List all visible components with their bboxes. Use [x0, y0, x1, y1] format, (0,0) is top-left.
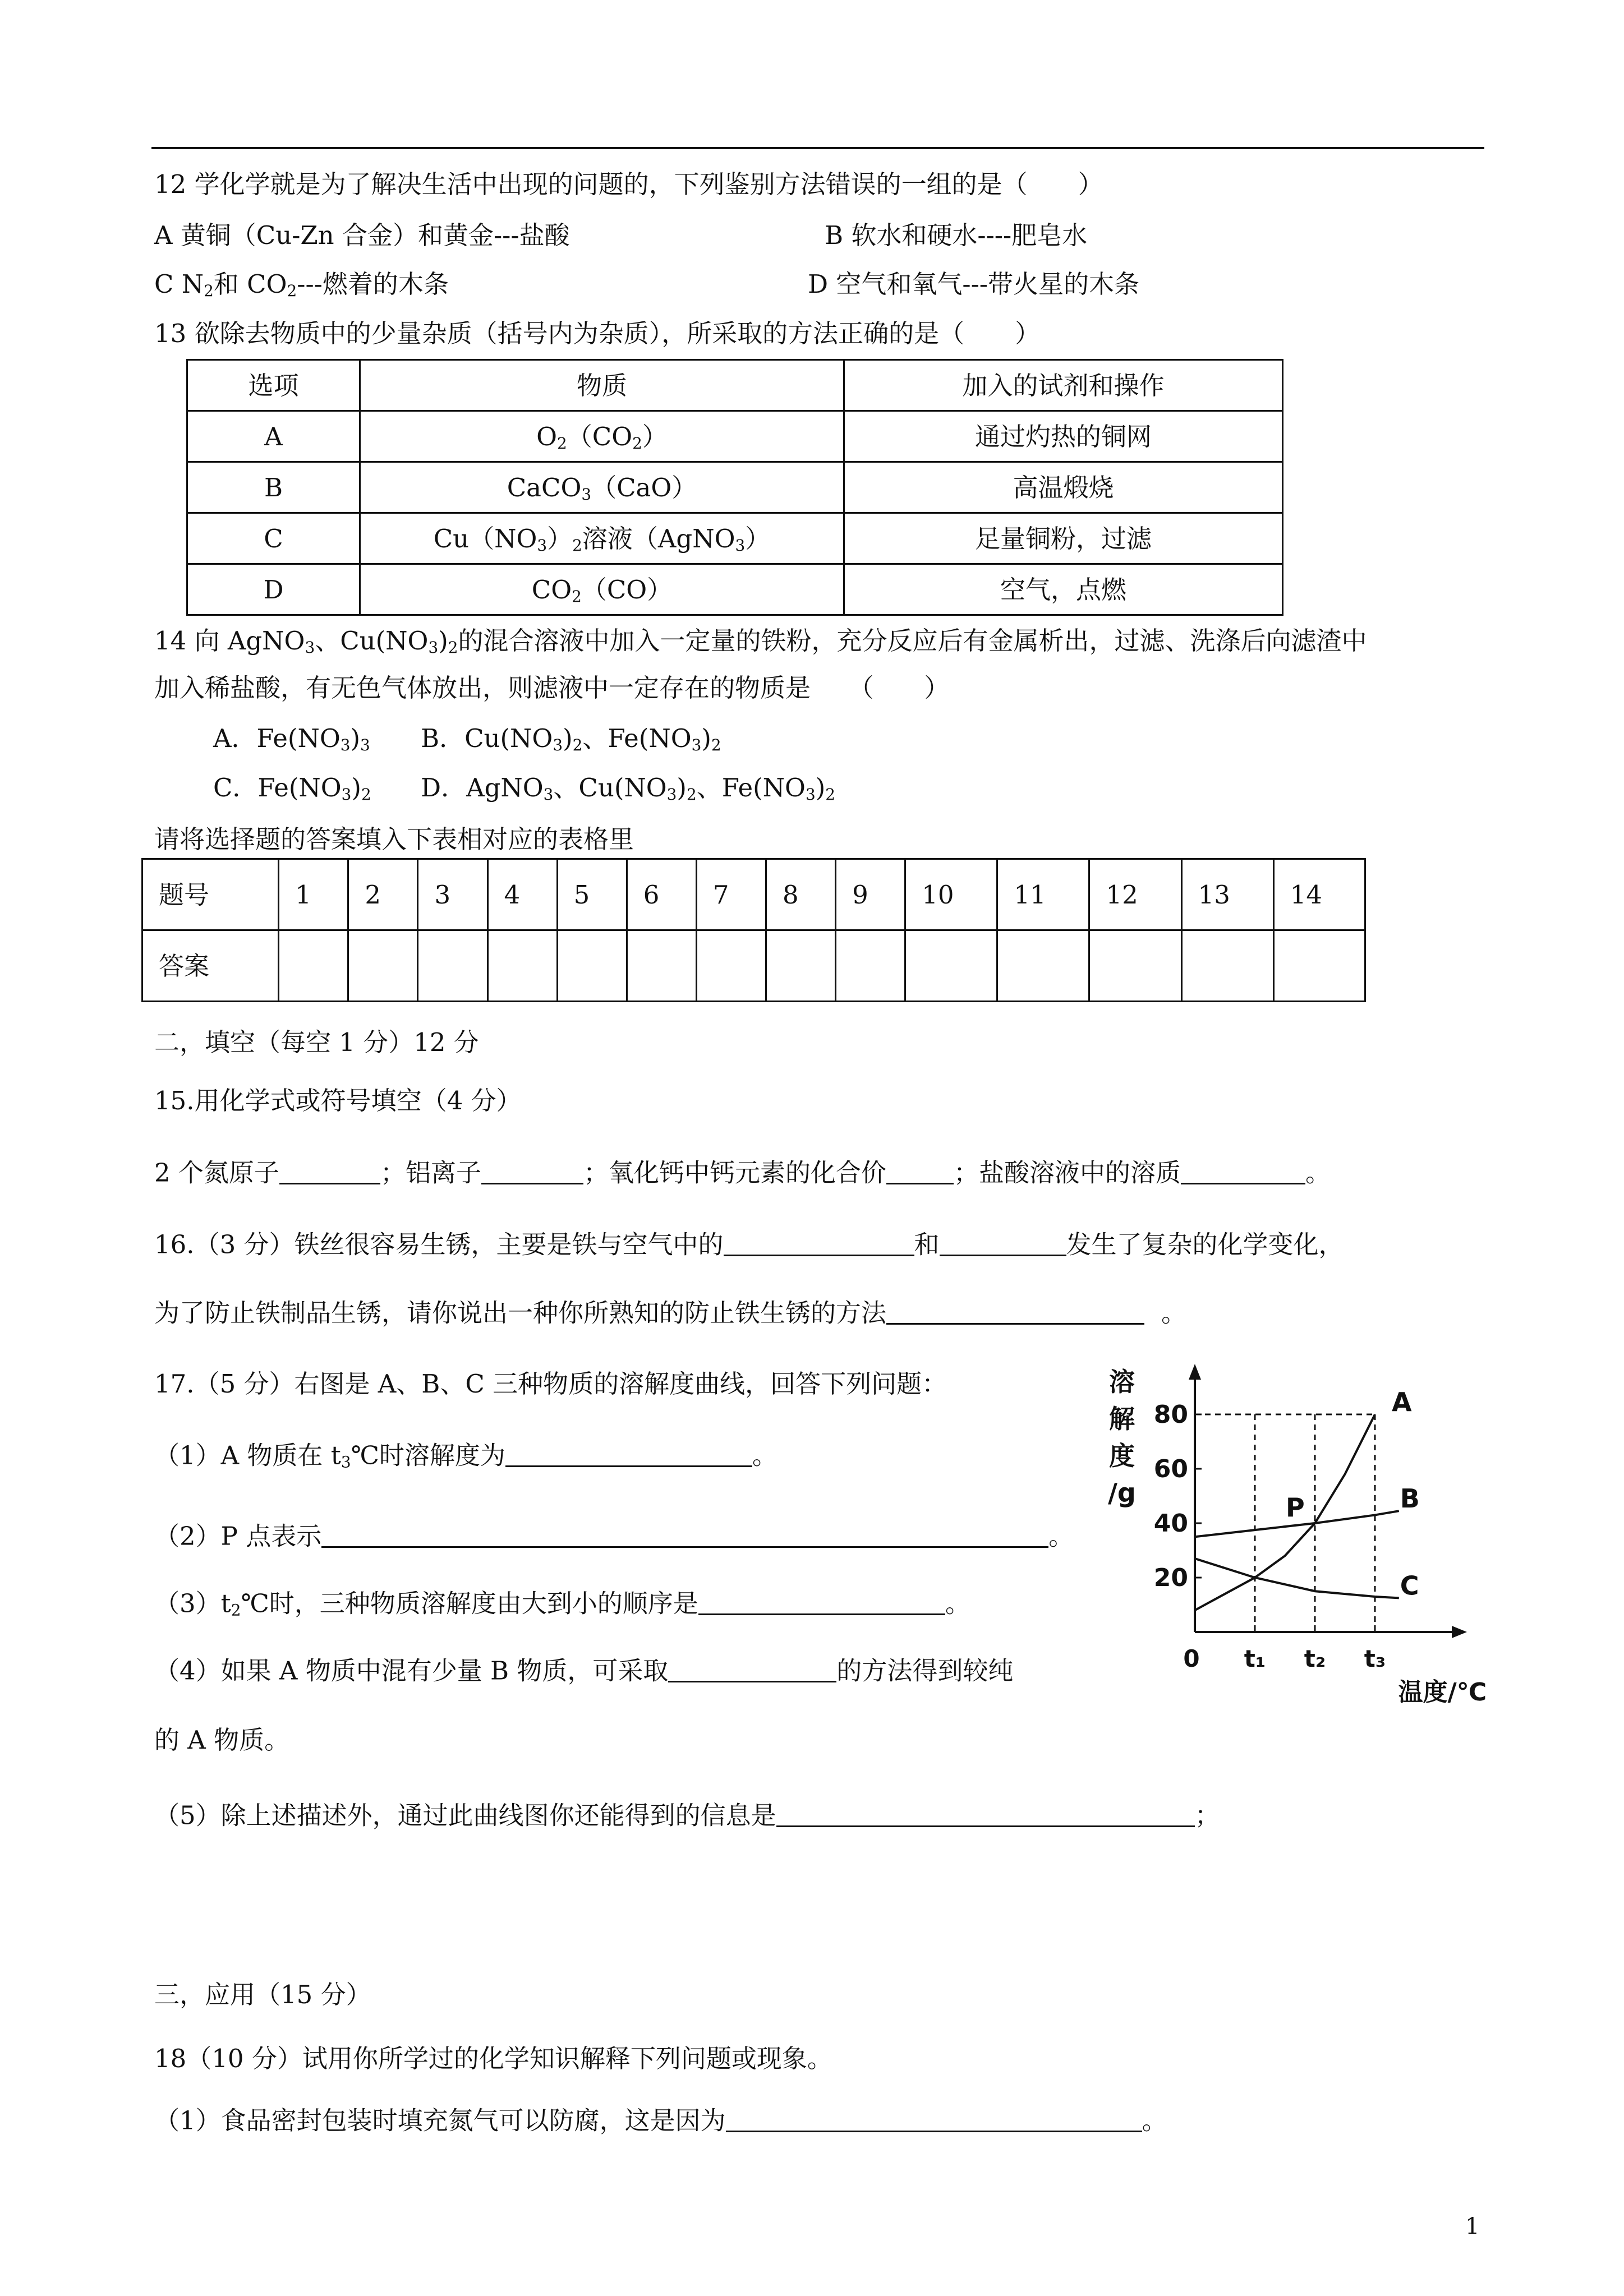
q17-part4-cont: 的 A 物质。 [154, 1725, 290, 1755]
q13-cell-method: 空气，点燃 [844, 564, 1283, 615]
y-axis-label: /g [1108, 1478, 1136, 1508]
table-row [187, 360, 1283, 411]
q13-stem: 13 欲除去物质中的少量杂质（括号内为杂质），所采取的方法正确的是（ ） [154, 319, 1041, 348]
answer-blank[interactable] [279, 1158, 380, 1184]
q13-cell-option: A [187, 411, 360, 462]
answer-table [141, 858, 1366, 1002]
question-number-cell: 12 [1089, 859, 1181, 930]
answer-cell[interactable] [627, 930, 696, 1002]
answer-blank[interactable] [481, 1158, 583, 1184]
answer-cell[interactable] [766, 930, 835, 1002]
answer-blank[interactable] [886, 1298, 1144, 1325]
q13-cell-option: B [187, 462, 360, 513]
q13-cell-substance: CaCO$_3$（CaO） [360, 462, 844, 513]
q14-option-a: A．$Fe(NO_3)_3$ [213, 723, 370, 755]
answer-cell[interactable] [836, 930, 905, 1002]
q12-option-d: D 空气和氧气---带火星的木条 [808, 269, 1139, 299]
q18-stem: 18（10 分）试用你所学过的化学知识解释下列问题或现象。 [154, 2044, 832, 2073]
question-number-cell: 8 [766, 859, 835, 930]
table-row [142, 859, 1365, 930]
q13-header-method: 加入的试剂和操作 [844, 360, 1283, 411]
q12-option-c: C $N_2$和 $CO_2---$燃着的木条 [154, 269, 449, 301]
answer-blank[interactable] [505, 1440, 752, 1467]
x-tick-label: t₁ [1244, 1645, 1266, 1672]
answer-cell[interactable] [279, 930, 348, 1002]
answer-cell[interactable] [418, 930, 487, 1002]
answer-cell[interactable] [696, 930, 766, 1002]
q16-line2: 为了防止铁制品生锈，请你说出一种你所熟知的防止铁生锈的方法 。 [154, 1298, 1187, 1328]
question-number-cell: 11 [997, 859, 1089, 930]
answer-blank[interactable] [668, 1656, 836, 1682]
header-rule [151, 147, 1484, 149]
answer-cell[interactable] [997, 930, 1089, 1002]
x-tick-label: t₃ [1364, 1645, 1386, 1672]
answer-row-label: 答案 [142, 930, 279, 1002]
q13-cell-method: 高温煅烧 [844, 462, 1283, 513]
y-axis-label: 溶 [1109, 1367, 1135, 1397]
table-row [187, 462, 1283, 513]
y-tick-label: 80 [1153, 1400, 1188, 1429]
answer-blank[interactable] [724, 1229, 914, 1256]
section2-title: 二，填空（每空 1 分）12 分 [154, 1027, 479, 1057]
answer-blank[interactable] [940, 1229, 1066, 1256]
y-axis-arrow-icon [1189, 1364, 1201, 1380]
q13-cell-substance: $O_2(CO_2)$ [360, 411, 844, 462]
q14-option-b: B．$Cu(NO_3)_2$、$Fe(NO_3)_2$ [421, 723, 721, 755]
question-number-cell: 9 [836, 859, 905, 930]
answer-cell[interactable] [348, 930, 418, 1002]
table-row [187, 513, 1283, 564]
q16-line1: 16.（3 分）铁丝很容易生锈，主要是铁与空气中的 和 发生了复杂的化学变化， [154, 1229, 1344, 1260]
q14-option-c: C．$Fe(NO_3)_2$ [213, 773, 371, 804]
q17-stem: 17.（5 分）右图是 A、B、C 三种物质的溶解度曲线，回答下列问题： [154, 1369, 947, 1399]
series-label: A [1392, 1387, 1412, 1417]
q15-stem: 15.用化学式或符号填空（4 分） [154, 1086, 522, 1115]
answer-cell[interactable] [557, 930, 627, 1002]
x-axis-label: 温度/℃ [1398, 1678, 1487, 1707]
answer-blank[interactable] [321, 1521, 1048, 1548]
section3-title: 三，应用（15 分） [154, 1980, 371, 2009]
q14-line1: 14 向 AgNO$_3$、$Cu(NO_3)_2$的混合溶液中加入一定量的铁粉，充分反应后有金属析出，过滤、洗涤后向滤渣中 [154, 626, 1367, 657]
q13-header-option: 选项 [187, 360, 360, 411]
q13-header-substance: 物质 [360, 360, 844, 411]
answer-cell[interactable] [1089, 930, 1181, 1002]
y-axis-label: 解 [1109, 1404, 1135, 1434]
q13-cell-method: 通过灼热的铜网 [844, 411, 1283, 462]
table-row [142, 930, 1365, 1002]
question-number-cell: 2 [348, 859, 418, 930]
answer-blank[interactable] [698, 1588, 945, 1615]
question-number-cell: 10 [905, 859, 997, 930]
q13-cell-substance: $Cu(NO_3)_2$溶液（AgNO$_3$） [360, 513, 844, 564]
solubility-chart [1099, 1357, 1492, 1716]
q17-part3: $(3)t_2℃$时，三种物质溶解度由大到小的顺序是 。 [154, 1588, 970, 1620]
answer-blank[interactable] [726, 2105, 1142, 2132]
question-number-cell: 3 [418, 859, 487, 930]
q12-option-b: B 软水和硬水----肥皂水 [825, 220, 1088, 250]
answer-cell[interactable] [1181, 930, 1273, 1002]
series-label: B [1400, 1483, 1420, 1514]
table-row [187, 411, 1283, 462]
q13-cell-option: D [187, 564, 360, 615]
x-tick-label: 0 [1183, 1645, 1200, 1672]
table-row [187, 564, 1283, 615]
q12-option-a: A 黄铜（Cu-Zn 合金）和黄金---盐酸 [154, 220, 570, 250]
q13-cell-method: 足量铜粉，过滤 [844, 513, 1283, 564]
q15-line: 2 个氮原子 ；铝离子 ；氧化钙中钙元素的化合价 ；盐酸溶液中的溶质 。 [154, 1158, 1331, 1188]
q17-part5: （5）除上述描述外，通过此曲线图你还能得到的信息是 ； [154, 1800, 1220, 1831]
q17-part4: （4）如果 A 物质中混有少量 B 物质，可采取 的方法得到较纯 [154, 1656, 1014, 1686]
series-line [1195, 1414, 1375, 1610]
answer-cell[interactable] [905, 930, 997, 1002]
x-tick-label: t₂ [1304, 1645, 1326, 1672]
q13-cell-option: C [187, 513, 360, 564]
question-number-cell: 1 [279, 859, 348, 930]
y-tick-label: 20 [1153, 1564, 1188, 1592]
point-p-label: P [1286, 1492, 1305, 1523]
q17-part1: （1）A 物质在 $t_3℃$时溶解度为 。 [154, 1440, 778, 1472]
question-number-cell: 14 [1273, 859, 1365, 930]
y-tick-label: 60 [1153, 1455, 1188, 1483]
question-number-cell: 4 [487, 859, 557, 930]
answer-blank[interactable] [776, 1800, 1195, 1827]
x-axis-arrow-icon [1452, 1626, 1467, 1638]
question-number-cell: 5 [557, 859, 627, 930]
answer-instruction: 请将选择题的答案填入下表相对应的表格里 [154, 824, 634, 854]
answer-cell[interactable] [487, 930, 557, 1002]
y-axis-label: 度 [1109, 1441, 1135, 1471]
page-number: 1 [1465, 2214, 1480, 2239]
q13-cell-substance: $CO_2(CO)$ [360, 564, 844, 615]
question-number-cell: 7 [696, 859, 766, 930]
series-label: C [1400, 1570, 1419, 1601]
q18-part1: （1）食品密封包装时填充氮气可以防腐，这是因为 。 [154, 2105, 1167, 2136]
question-number-cell: 13 [1181, 859, 1273, 930]
question-number-cell: 6 [627, 859, 696, 930]
q14-line2: 加入稀盐酸，有无色气体放出，则滤液中一定存在的物质是 （ ） [154, 673, 950, 703]
answer-row-label: 题号 [142, 859, 279, 930]
y-tick-label: 40 [1153, 1509, 1188, 1538]
q13-table [186, 359, 1283, 616]
answer-blank[interactable] [1181, 1158, 1305, 1184]
series-line [1195, 1559, 1399, 1598]
q14-option-d: D．AgNO$_3$、$Cu(NO_3)_2$、$Fe(NO_3)_2$ [421, 773, 835, 804]
answer-blank[interactable] [886, 1158, 954, 1184]
q12-stem: 12 学化学就是为了解决生活中出现的问题的，下列鉴别方法错误的一组的是（ ） [154, 169, 1103, 199]
answer-cell[interactable] [1273, 930, 1365, 1002]
q17-part2: （2）P 点表示 。 [154, 1521, 1074, 1551]
